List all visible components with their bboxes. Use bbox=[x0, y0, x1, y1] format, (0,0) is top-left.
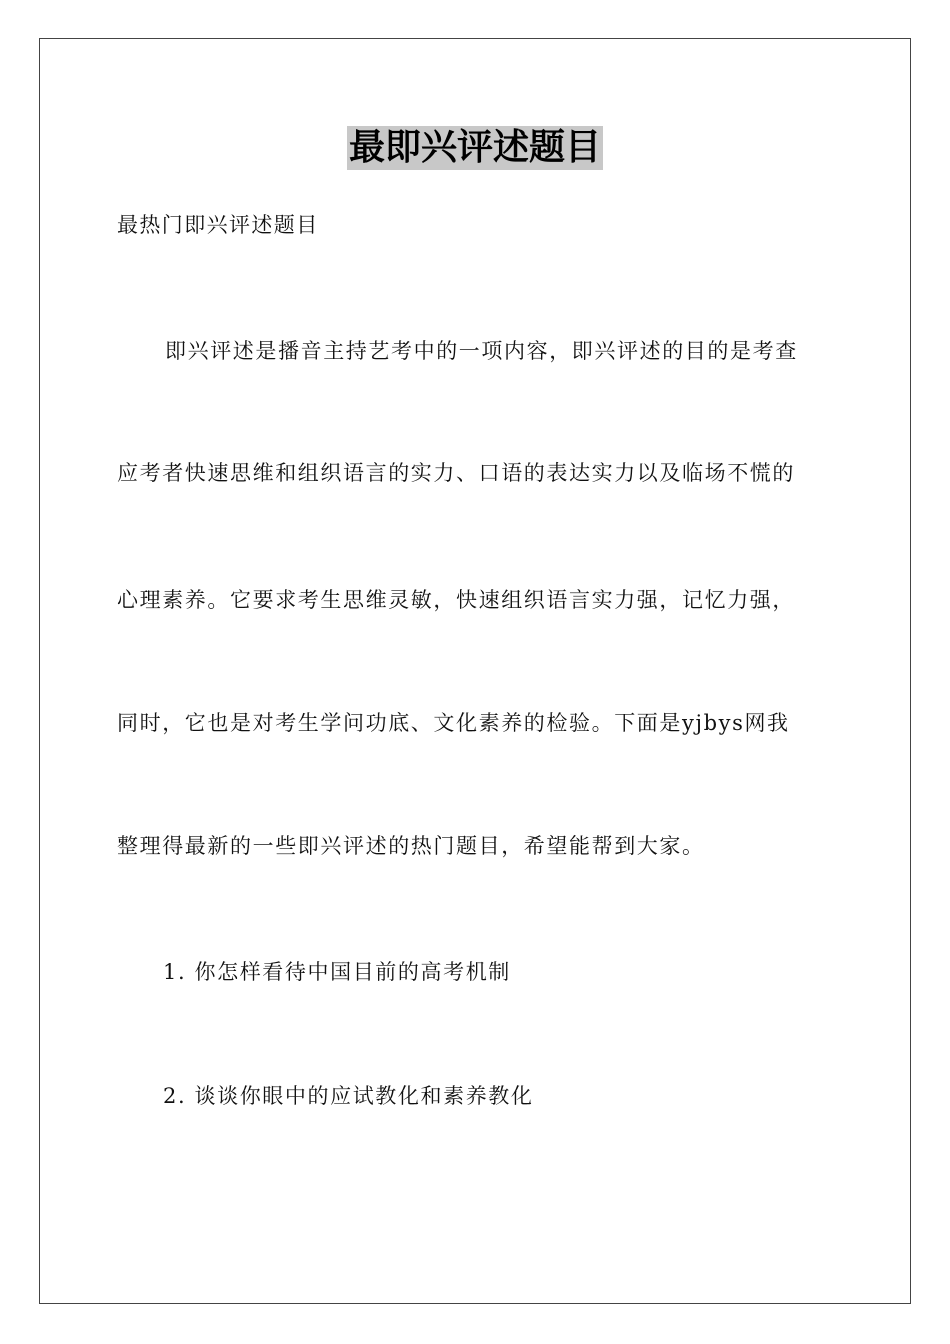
paragraph-line-3: 心理素养。它要求考生思维灵敏，快速组织语言实力强，记忆力强， bbox=[117, 588, 795, 612]
paragraph-line-1: 即兴评述是播音主持艺考中的一项内容，即兴评述的目的是考查 bbox=[165, 339, 798, 363]
paragraph-line-5: 整理得最新的一些即兴评述的热门题目，希望能帮到大家。 bbox=[117, 834, 705, 858]
paragraph-line-4: 同时，它也是对考生学问功底、文化素养的检验。下面是yjbys网我 bbox=[117, 711, 790, 735]
list-item: 1. 你怎样看待中国目前的高考机制 bbox=[163, 960, 511, 984]
paragraph-line-2: 应考者快速思维和组织语言的实力、口语的表达实力以及临场不慌的 bbox=[117, 461, 795, 485]
document-title bbox=[0, 126, 950, 170]
document-title-text: 最即兴评述题目 bbox=[348, 127, 601, 168]
document-subtitle: 最热门即兴评述题目 bbox=[117, 213, 319, 237]
list-item: 2. 谈谈你眼中的应试教化和素养教化 bbox=[163, 1084, 534, 1108]
